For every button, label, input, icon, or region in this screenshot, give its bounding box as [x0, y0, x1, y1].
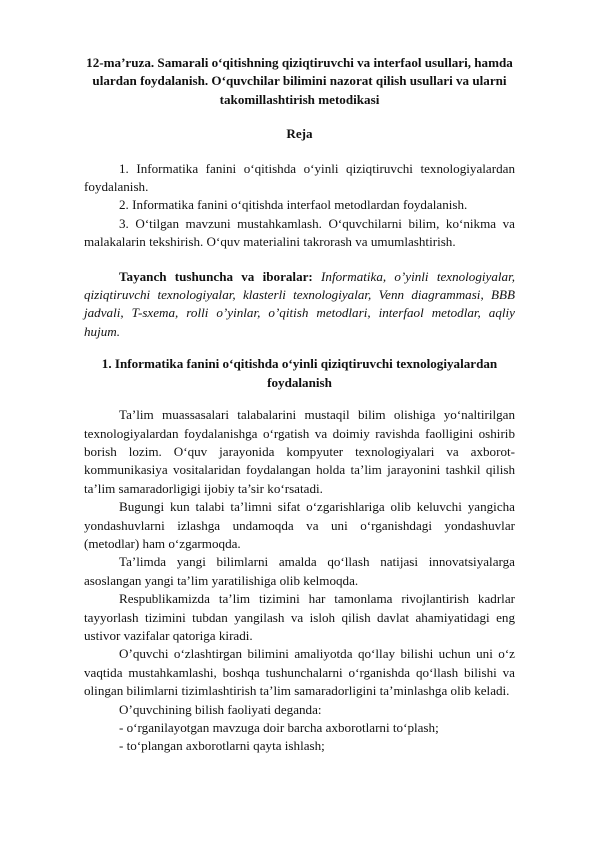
keywords-label: Tayanch tushuncha va iboralar: [119, 268, 313, 284]
spacer [84, 144, 515, 160]
body-paragraph: O’quvchi o‘zlashtirgan bilimini amaliyotda qo‘llay bilishi uchun uni o‘z vaqtida mustahkamlashi, boshqa tushunchalarni o‘rganishda qo‘llash bilishi va olingan bilimlarni tizimlashtirish ta’lim samaradorligini ta’minlashga olib keladi. [84, 646, 515, 699]
body-paragraph: Respublikamizda ta’lim tizimini har tamonlama rivojlantirish kadrlar tayyorlash tizimini tubdan yangilash va isloh qilish davlat ahamiyatidagi eng ustivor vazifalar qatoriga kiradi. [84, 591, 515, 643]
plan-heading: Reja [286, 126, 313, 142]
keywords-paragraph [84, 268, 515, 342]
body-paragraph: Bugungi kun talabi ta’limni sifat o‘zgarishlariga olib keluvchi yangicha yondashuvlarni izlashga undamoqda va uni o‘rganishdagi yondashuvlar (metodlar) ham o‘zgarmoqda. [84, 499, 515, 551]
plan-item-2: 2. Informatika fanini o‘qitishda interfaol metodlardan foydalanish. [119, 197, 468, 213]
list-item: - to‘plangan axborotlarni qayta ishlash; [119, 738, 325, 754]
spacer [84, 341, 515, 355]
spacer [84, 392, 515, 406]
spacer [84, 252, 515, 268]
plan-item-3: 3. O‘tilgan mavzuni mustahkamlash. O‘quvchilarni bilim, ko‘nikma va malakalarin tekshirish. O‘quv materialini takrorash va umumlashtirish. [84, 215, 515, 250]
body-paragraph: Ta’limda yangi bilimlarni amalda qo‘llash natijasi innovatsiyalarga asoslangan yangi ta’lim yaratilishiga olib kelmoqda. [84, 554, 515, 588]
body-paragraph: O’quvchining bilish faoliyati deganda: [119, 701, 322, 717]
lecture-title: 12-ma’ruza. Samarali o‘qitishning qiziqtiruvchi va interfaol usullari, hamda ulardan foydalanish. O‘quvchilar bilimini nazorat qilish usullari va ularni takomillashtirish metodikasi [86, 55, 513, 107]
list-item: - o‘rganilayotgan mavzuga doir barcha axborotlarni to‘plash; [119, 720, 439, 735]
document-page [84, 54, 515, 756]
plan-item-1: 1. Informatika fanini o‘qitishda o‘yinli qiziqtiruvchi texnologiyalardan foydalanish. [84, 160, 515, 195]
keywords-text: Informatika, o’yinli texnologiyalar, qiziqtiruvchi texnologiyalar, klasterli texnologiyalar, Venn diagrammasi, BBB jadvali, T-sxema, rolli o’yinlar, o’qitish metodlari, interfaol metodlar, aqliy hujum. [84, 268, 515, 339]
section-1-heading: 1. Informatika fanini o‘qitishda o‘yinli qiziqtiruvchi texnologiyalardan foydalanish [101, 356, 498, 390]
body-paragraph: Ta’lim muassasalari talabalarini mustaqil bilim olishiga yo‘naltirilgan texnologiyalardan foydalanishga o‘rgatish va doimiy ravishda faolligini oshirib borish lozim. O‘quv jarayonida kompyuter texnologiyalari va axborot-kommunikasiya vositalaridan foydalangan holda ta’lim jarayonini tashkil qilish ta’lim samaradorligigi ijobiy ta’sir ko‘rsatadi. [84, 407, 515, 496]
